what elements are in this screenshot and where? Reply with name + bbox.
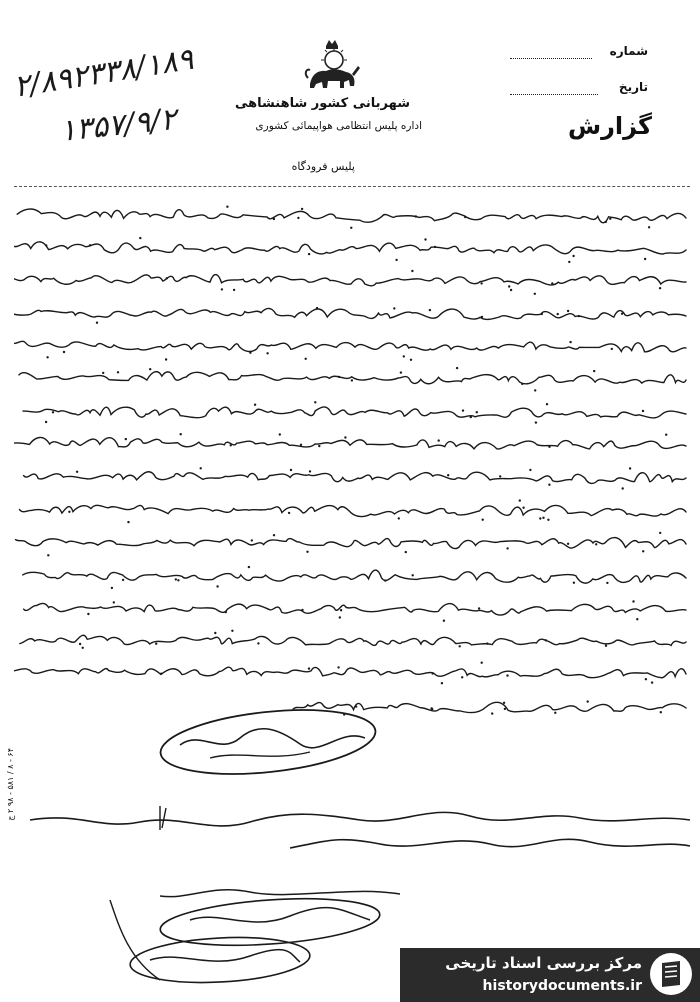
handwritten-line — [14, 428, 690, 462]
number-line — [510, 58, 592, 59]
margin-code: ۶۴ - ۸ / ۵۸۱ - ۹۸ ۲ ج — [6, 748, 15, 821]
signature-1 — [150, 700, 410, 780]
handwritten-line — [14, 592, 690, 626]
handwritten-line — [14, 232, 690, 266]
date-label: تاریخ — [618, 80, 648, 94]
report-title: گزارش — [567, 112, 652, 140]
handwritten-line — [14, 656, 690, 690]
handwritten-line — [14, 330, 690, 364]
department-name: اداره پلیس انتظامی هواپیمائی کشوری — [255, 120, 422, 132]
unit-name: پلیس فرودگاه — [291, 160, 355, 173]
date-line — [510, 94, 598, 95]
header-rule — [14, 186, 690, 187]
handwritten-date: ۱۳۵۷/۹/۲ — [58, 101, 179, 149]
file-number: ۲/۸۹۲۳۳۸/۱۸۹ — [11, 41, 196, 105]
handwritten-line — [14, 264, 690, 298]
watermark-logo-icon — [650, 953, 692, 995]
number-label: شماره — [609, 44, 648, 58]
handwritten-line — [14, 494, 690, 528]
lion-and-sun-emblem-icon — [300, 38, 364, 94]
handwritten-line — [14, 200, 690, 234]
handwritten-line — [14, 396, 690, 430]
handwritten-line — [14, 298, 690, 332]
handwritten-line — [14, 526, 690, 560]
handwritten-line — [14, 362, 690, 396]
watermark-title: مرکز بررسی اسناد تاریخی — [445, 954, 642, 972]
handwritten-line — [14, 624, 690, 658]
watermark — [400, 948, 700, 1002]
handwritten-line — [14, 560, 690, 594]
handwritten-line — [14, 460, 690, 494]
note-lines — [10, 800, 700, 880]
watermark-url: historydocuments.ir — [482, 978, 642, 994]
signature-2 — [100, 880, 420, 990]
org-name: شهربانی کشور شاهنشاهی — [235, 96, 410, 111]
